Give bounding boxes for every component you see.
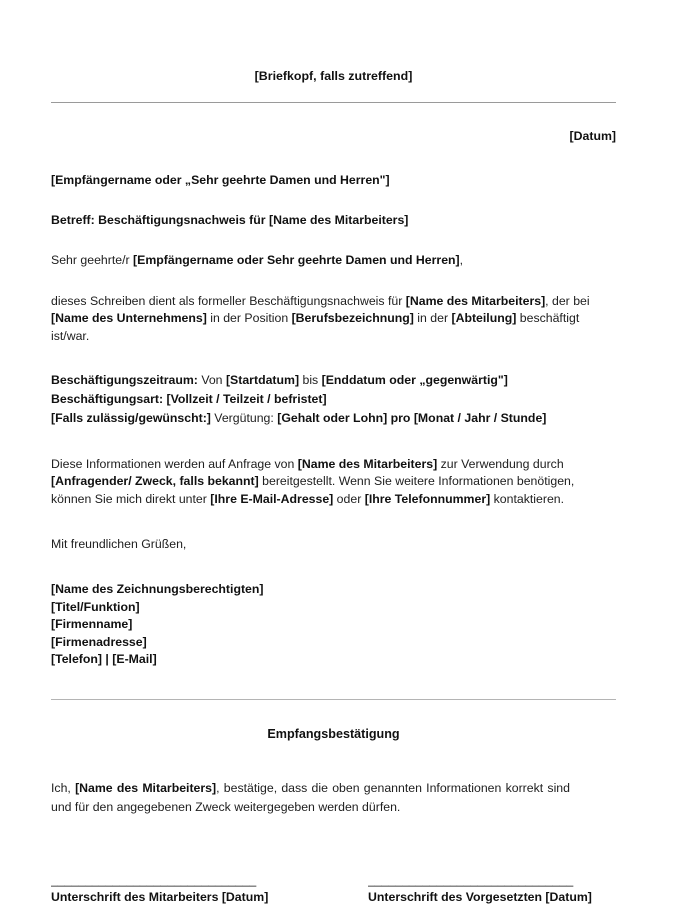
subject-line (51, 212, 616, 230)
letterhead-placeholder: [Briefkopf, falls zutreffend] (254, 69, 413, 83)
intro-text-3: in der Position (206, 311, 292, 326)
signature-label-supervisor: Unterschrift des Vorgesetzten [Datum] (368, 889, 592, 904)
acknowledgement-paragraph (51, 779, 570, 817)
employment-detail-label: Beschäftigungszeitraum: (51, 372, 198, 387)
release-text-1: Diese Informationen werden auf Anfrage von (51, 456, 298, 471)
subject-employee-placeholder: [Name des Mitarbeiters] (268, 212, 409, 227)
employment-detail-line (51, 371, 616, 390)
intro-jobtitle-placeholder: [Berufsbezeichnung] (291, 311, 414, 326)
intro-text-2: , der bei (545, 293, 590, 308)
employment-detail-segment: [Gehalt oder Lohn] pro [Monat / Jahr / Stunde] (277, 411, 547, 426)
header-divider (51, 102, 616, 103)
salutation-placeholder: [Empfängername oder Sehr geehrte Damen und Herren] (133, 253, 460, 268)
document-content-column (51, 0, 616, 905)
intro-paragraph (51, 293, 616, 346)
ack-text-2: , bestätige, dass die oben genannten Informationen korrekt sind und für den angegebenen Zweck weitergegeben werden dürfen. (51, 780, 570, 814)
signature-column-employee (51, 874, 368, 905)
intro-text-1: dieses Schreiben dient als formeller Beschäftigungsnachweis für (51, 293, 406, 308)
acknowledgement-divider (51, 699, 616, 700)
release-email-placeholder: [Ihre E-Mail-Adresse] (210, 491, 334, 506)
signature-column-supervisor (368, 874, 616, 905)
intro-text-5: beschäftigt ist/war. (51, 311, 580, 343)
intro-company-placeholder: [Name des Unternehmens] (51, 311, 207, 326)
signer-line: [Titel/Funktion] (51, 599, 140, 614)
signer-line: [Firmenname] (51, 617, 133, 632)
employment-detail-line (51, 390, 616, 409)
salutation-suffix: , (459, 253, 464, 268)
acknowledgement-divider-wrap (51, 699, 616, 700)
signature-rule-employee: ______________________________ (51, 873, 257, 887)
signature-rule-supervisor: ______________________________ (368, 873, 574, 887)
release-text-2: zur Verwendung durch (437, 456, 564, 471)
release-text-4: oder (333, 491, 365, 506)
employment-detail-label: [Falls zulässig/gewünscht:] (51, 411, 211, 426)
employment-detail-segment: bis (299, 372, 322, 387)
intro-employee-placeholder: [Name des Mitarbeiters] (405, 293, 546, 308)
signature-row (51, 874, 616, 905)
employment-detail-segment: Von (197, 372, 226, 387)
signature-label-employee: Unterschrift des Mitarbeiters [Datum] (51, 889, 269, 904)
release-phone-placeholder: [Ihre Telefonnummer] (364, 491, 491, 506)
employment-details-block (51, 371, 616, 429)
employment-detail-label: Beschäftigungsart: (51, 391, 164, 406)
employment-detail-segment: [Enddatum oder „gegenwärtig"] (321, 372, 508, 387)
release-text-5: kontaktieren. (490, 491, 565, 506)
employment-detail-segment: [Vollzeit / Teilzeit / befristet] (163, 391, 327, 406)
salutation-line (51, 252, 616, 270)
release-text-3: bereitgestellt. Wenn Sie weitere Informationen benötigen, können Sie mich direkt unter (51, 474, 575, 506)
signer-line: [Name des Zeichnungsberechtigten] (51, 582, 264, 597)
intro-text-4: in der (413, 311, 452, 326)
signer-line: [Telefon] | [E-Mail] (51, 652, 157, 667)
acknowledgement-title: Empfangsbestätigung (267, 726, 400, 741)
recipient-placeholder: [Empfängername oder „Sehr geehrte Damen und Herren"] (51, 173, 390, 187)
ack-employee-placeholder: [Name des Mitarbeiters] (75, 780, 217, 795)
intro-department-placeholder: [Abteilung] (451, 311, 517, 326)
release-info-paragraph (51, 456, 616, 509)
signer-line: [Firmenadresse] (51, 634, 147, 649)
salutation-prefix: Sehr geehrte/r (51, 253, 134, 268)
signer-block (51, 581, 616, 669)
employment-detail-segment: Vergütung: (210, 411, 278, 426)
release-requester-placeholder: [Anfragender/ Zweck, falls bekannt] (51, 474, 259, 489)
employment-detail-segment: [Startdatum] (225, 372, 300, 387)
subject-text: Beschäftigungsnachweis für (98, 212, 269, 227)
date-placeholder: [Datum] (569, 129, 616, 143)
ack-text-1: Ich, (51, 780, 76, 795)
release-employee-placeholder: [Name des Mitarbeiters] (297, 456, 438, 471)
employment-detail-line (51, 409, 616, 428)
subject-label: Betreff: (51, 212, 95, 227)
closing-salutation: Mit freundlichen Grüßen, (51, 536, 187, 551)
